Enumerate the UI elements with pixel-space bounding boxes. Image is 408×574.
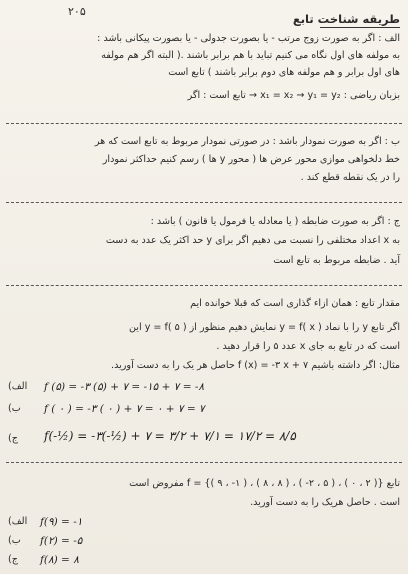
set-label-jim: (ج — [8, 554, 18, 565]
value-line-1: مقدار تابع : همان ازاء گذاری است که قبلا خوانده ایم — [190, 298, 400, 309]
be-line-2: خط دلخواهی موازی محور عرض ها ( محور y ها ) رسم کنیم حداکثر نمودار — [102, 154, 400, 165]
divider — [6, 202, 402, 203]
alef-line-4: بزبان ریاضی : x₁ = x₂ → y₁ = y₂ → تابع است : اگر — [187, 90, 400, 101]
value-line-4: مثال: اگر داشته باشیم f (x) = -۳ x + ۷ حاصل هر یک را به دست آورید. — [111, 360, 400, 371]
set-label-alef: (الف — [8, 516, 28, 527]
page-number: ۲۰۵ — [68, 5, 86, 18]
jim-line-2: به x اعداد مختلفی را نسبت می دهیم اگر برای y حد اکثر یک عدد به دست — [105, 235, 400, 246]
set-line-1: تابع {( ۲ ، ۰ ) ، ( ۵ ، ۲- ) ، ( ۸ ، ۸ ) ، ( ۱- ، ۹ )} = f مفروض است — [129, 478, 400, 489]
title-underline — [320, 27, 400, 28]
example-label-be: (ب — [8, 403, 21, 414]
alef-line-3: های اول برابر و هم مولفه های دوم برابر باشند ) تابع است — [168, 67, 400, 78]
divider — [6, 462, 402, 463]
example-expr-alef: f (۵) = -۳ (۵) + ۷ = -۱۵ + ۷ = -۸ — [44, 381, 205, 393]
jim-line-1: ج : اگر به صورت ضابطه ( یا معادله یا فرمول یا قانون ) باشد : — [150, 216, 400, 227]
example-expr-jim: f(-½) = -۳(-½) + ۷ = ۳/۲ + ۷/۱ = ۱۷/۲ = ۸/۵ — [44, 429, 296, 443]
divider — [6, 123, 402, 124]
value-line-2: اگر تابع y را با نماد y = f( x ) نمایش دهیم منظور از y = f( ۵ ) این — [128, 322, 400, 333]
page-title: طریقه شناخت تابع — [292, 12, 400, 26]
be-line-3: را در یک نقطه قطع کند . — [300, 172, 400, 183]
set-expr-alef: f(۹) = -۱ — [40, 516, 83, 528]
be-line-1: ب : اگر به صورت نمودار باشد : در صورتی نمودار مربوط به تابع است که هر — [94, 136, 400, 147]
example-expr-be: f ( ۰ ) = -۳ ( ۰ ) + ۷ = ۰ + ۷ = ۷ — [44, 403, 205, 415]
value-line-3: است که در تابع به جای x عدد ۵ را قرار دهید . — [216, 341, 400, 352]
set-label-be: (ب — [8, 535, 21, 546]
set-line-2: است . حاصل هریک را به دست آورید. — [250, 497, 400, 508]
example-label-jim: (ج — [8, 433, 18, 444]
set-expr-jim: f(۸) = ۸ — [40, 554, 79, 566]
set-expr-be: f(۲) = -۵ — [40, 535, 83, 547]
jim-line-3: آید . ضابطه مربوط به تابع است — [273, 255, 400, 266]
example-label-alef: (الف — [8, 381, 28, 392]
alef-line-1: الف : اگر به صورت زوج مرتب - یا بصورت جدولی - یا بصورت پیکانی باشد : — [97, 33, 400, 44]
divider — [6, 285, 402, 286]
alef-line-2: به مولفه های اول نگاه می کنیم تباید با هم برابر باشند .( البته اگر هم مولفه — [101, 50, 400, 61]
